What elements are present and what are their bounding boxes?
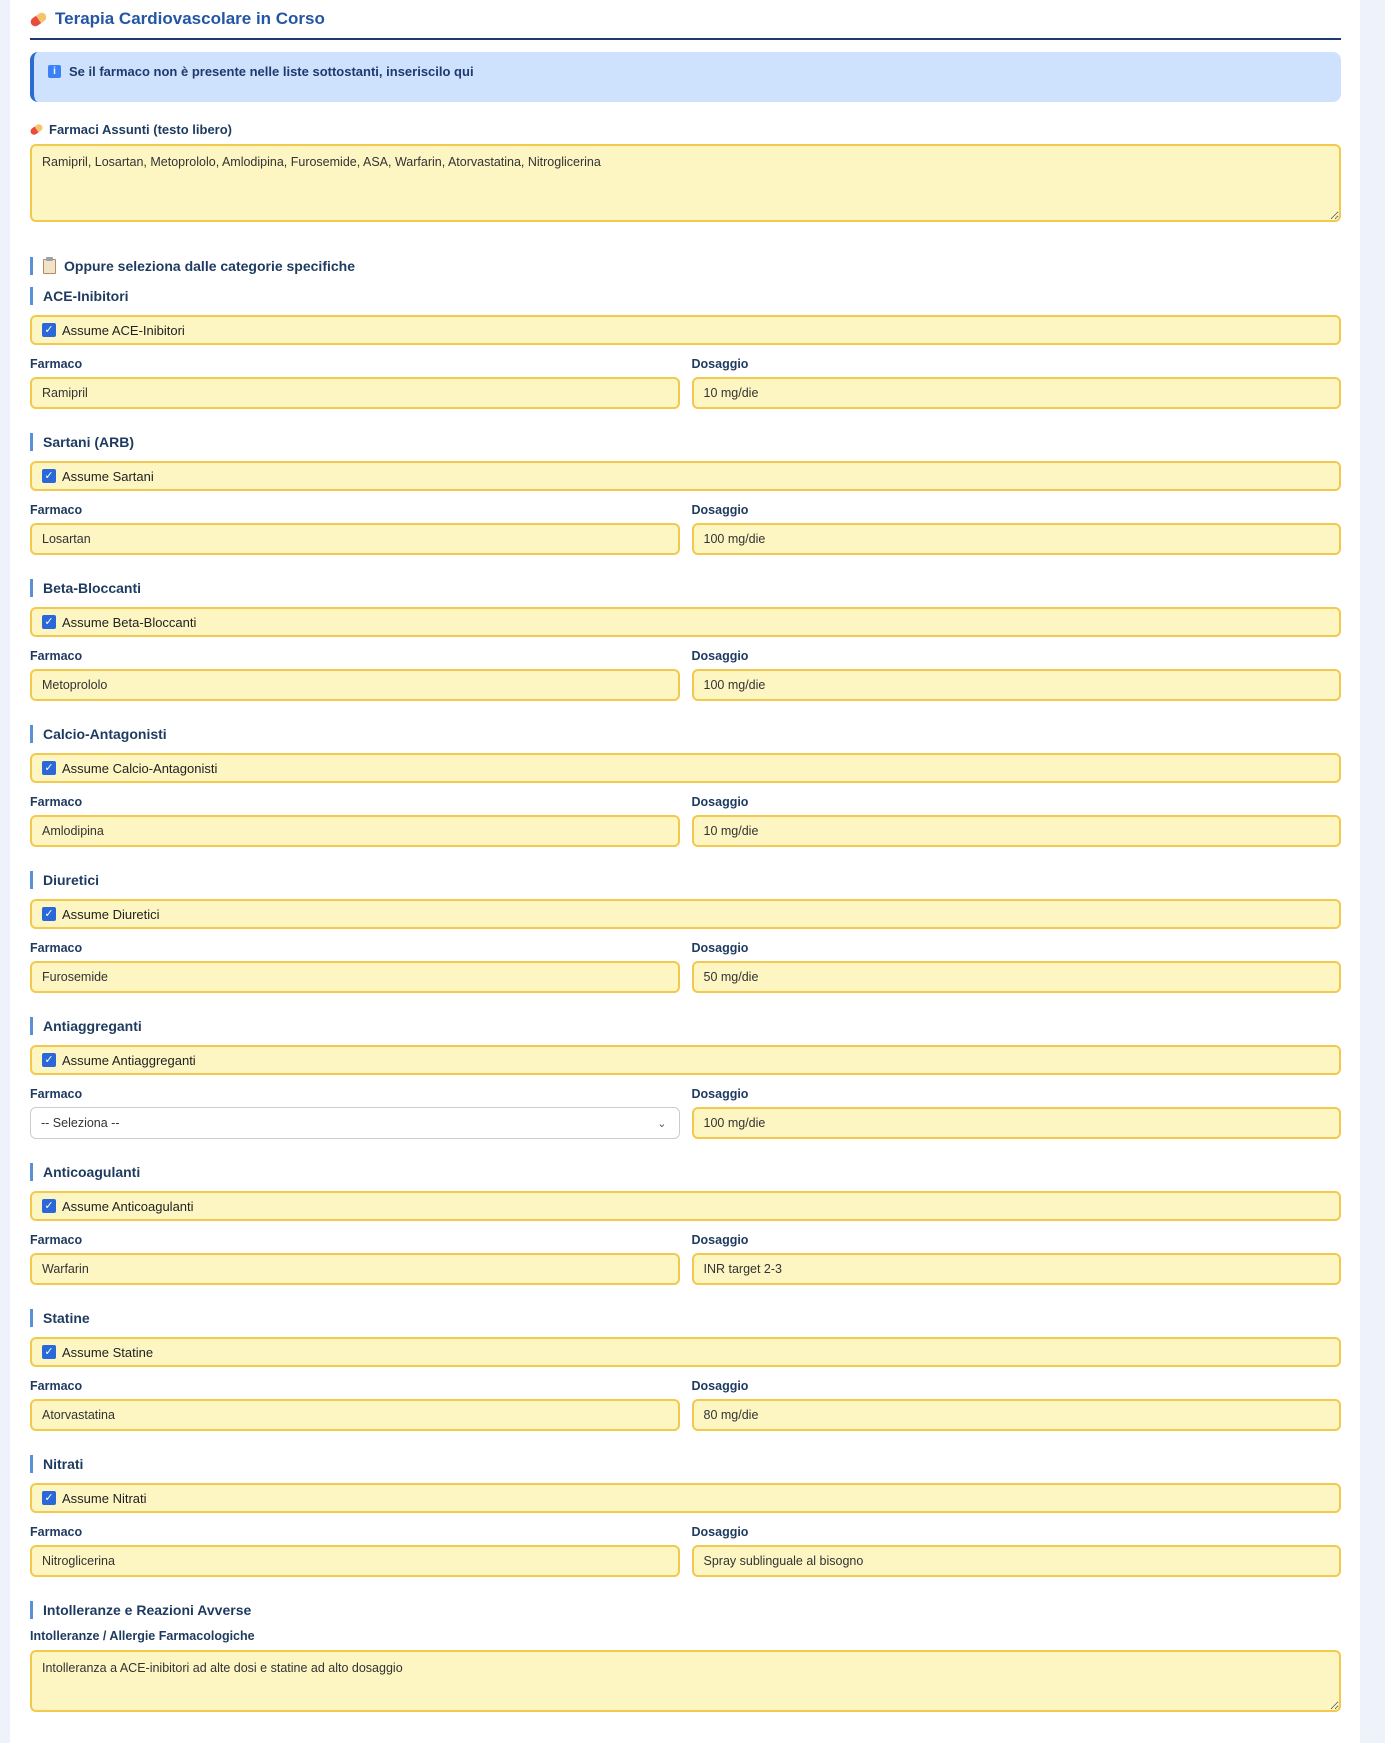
group-intolleranze xyxy=(30,1601,1341,1717)
farmaco-label: Farmaco xyxy=(30,649,83,663)
farmaco-select[interactable] xyxy=(30,1107,680,1139)
group-title: Anticoagulanti xyxy=(30,1163,1341,1181)
dosaggio-label: Dosaggio xyxy=(691,1087,749,1101)
section-header xyxy=(30,0,1341,40)
form-panel xyxy=(10,0,1360,1743)
farmaco-input[interactable]: Atorvastatina xyxy=(30,1399,680,1431)
dosaggio-input[interactable]: 100 mg/die xyxy=(692,1107,1342,1139)
page-title: Terapia Cardiovascolare in Corso xyxy=(55,9,325,28)
intolerances-textarea[interactable] xyxy=(30,1650,1341,1712)
free-text-label-row xyxy=(30,122,1341,137)
group-title: Nitrati xyxy=(30,1455,1341,1473)
group-title: Calcio-Antagonisti xyxy=(30,725,1341,743)
checkmark-icon[interactable]: ✓ xyxy=(42,1491,56,1505)
farmaco-label: Farmaco xyxy=(30,503,83,517)
dosaggio-label: Dosaggio xyxy=(691,357,749,371)
free-text-textarea[interactable] xyxy=(30,144,1341,222)
checkbox-row[interactable] xyxy=(30,461,1341,491)
group-nitrati xyxy=(30,1455,1341,1577)
checkbox-row[interactable] xyxy=(30,315,1341,345)
checkbox-label: Assume Sartani xyxy=(62,468,154,484)
dosaggio-label: Dosaggio xyxy=(691,795,749,809)
group-title: Antiaggreganti xyxy=(30,1017,1341,1035)
dosaggio-input[interactable]: 100 mg/die xyxy=(692,523,1342,555)
form-content xyxy=(30,0,1341,1717)
group-statine xyxy=(30,1309,1341,1431)
pill-icon xyxy=(29,123,44,136)
group-anticoagulanti xyxy=(30,1163,1341,1285)
checkbox-label: Assume Beta-Bloccanti xyxy=(62,614,197,630)
dosaggio-input[interactable]: Spray sublinguale al bisogno xyxy=(692,1545,1342,1577)
dosaggio-label: Dosaggio xyxy=(691,1379,749,1393)
checkbox-label: Assume Statine xyxy=(62,1344,154,1360)
dosaggio-label: Dosaggio xyxy=(691,941,749,955)
checkbox-row[interactable] xyxy=(30,1483,1341,1513)
checkmark-icon[interactable]: ✓ xyxy=(42,907,56,921)
farmaco-input[interactable]: Ramipril xyxy=(30,377,680,409)
categories-header-text: Oppure seleziona dalle categorie specifiche xyxy=(64,258,355,274)
checkbox-label: Assume Calcio-Antagonisti xyxy=(62,760,218,776)
checkbox-row[interactable] xyxy=(30,1045,1341,1075)
group-title: Statine xyxy=(30,1309,1341,1327)
farmaco-label: Farmaco xyxy=(30,795,83,809)
dosaggio-label: Dosaggio xyxy=(691,649,749,663)
checkmark-icon[interactable]: ✓ xyxy=(42,1345,56,1359)
farmaco-input[interactable]: Nitroglicerina xyxy=(30,1545,680,1577)
dosaggio-input[interactable]: INR target 2-3 xyxy=(692,1253,1342,1285)
farmaco-label: Farmaco xyxy=(30,357,83,371)
checkmark-icon[interactable]: ✓ xyxy=(42,323,56,337)
select-value: -- Seleziona -- xyxy=(41,1116,120,1130)
pill-icon xyxy=(29,10,48,27)
farmaco-label: Farmaco xyxy=(30,1087,83,1101)
categories-header xyxy=(30,257,1341,275)
intolerances-label: Intolleranze / Allergie Farmacologiche xyxy=(30,1629,255,1643)
dosaggio-input[interactable]: 10 mg/die xyxy=(692,377,1342,409)
checkmark-icon[interactable]: ✓ xyxy=(42,761,56,775)
chevron-down-icon: ⌄ xyxy=(657,1117,667,1130)
dosaggio-input[interactable]: 80 mg/die xyxy=(692,1399,1342,1431)
group-title: ACE-Inibitori xyxy=(30,287,1341,305)
farmaco-label: Farmaco xyxy=(30,1525,83,1539)
dosaggio-label: Dosaggio xyxy=(691,503,749,517)
group-ace-inibitori xyxy=(30,287,1341,409)
dosaggio-input[interactable]: 10 mg/die xyxy=(692,815,1342,847)
checkbox-row[interactable] xyxy=(30,1337,1341,1367)
checkbox-label: Assume Antiaggreganti xyxy=(62,1052,196,1068)
farmaco-label: Farmaco xyxy=(30,1379,83,1393)
checkmark-icon[interactable]: ✓ xyxy=(42,1199,56,1213)
info-icon: i xyxy=(48,65,61,78)
checkmark-icon[interactable]: ✓ xyxy=(42,469,56,483)
farmaco-input[interactable]: Furosemide xyxy=(30,961,680,993)
dosaggio-input[interactable]: 100 mg/die xyxy=(692,669,1342,701)
group-beta-bloccanti xyxy=(30,579,1341,701)
free-text-label: Farmaci Assunti (testo libero) xyxy=(49,122,232,137)
dosaggio-label: Dosaggio xyxy=(691,1233,749,1247)
farmaco-input[interactable]: Metoprololo xyxy=(30,669,680,701)
checkbox-row[interactable] xyxy=(30,899,1341,929)
clipboard-icon xyxy=(43,259,56,274)
group-antiaggreganti xyxy=(30,1017,1341,1139)
checkmark-icon[interactable]: ✓ xyxy=(42,615,56,629)
checkbox-label: Assume Diuretici xyxy=(62,906,160,922)
info-banner xyxy=(30,52,1341,102)
group-calcio-antagonisti xyxy=(30,725,1341,847)
checkbox-label: Assume ACE-Inibitori xyxy=(62,322,185,338)
farmaco-input[interactable]: Amlodipina xyxy=(30,815,680,847)
farmaco-input[interactable]: Warfarin xyxy=(30,1253,680,1285)
group-title: Diuretici xyxy=(30,871,1341,889)
checkbox-label: Assume Nitrati xyxy=(62,1490,147,1506)
group-sartani xyxy=(30,433,1341,555)
info-text: Se il farmaco non è presente nelle liste sottostanti, inseriscilo qui xyxy=(69,64,474,79)
checkbox-label: Assume Anticoagulanti xyxy=(62,1198,194,1214)
checkbox-row[interactable] xyxy=(30,1191,1341,1221)
group-title: Intolleranze e Reazioni Avverse xyxy=(30,1601,1341,1619)
farmaco-input[interactable]: Losartan xyxy=(30,523,680,555)
farmaco-label: Farmaco xyxy=(30,1233,83,1247)
checkbox-row[interactable] xyxy=(30,753,1341,783)
group-diuretici xyxy=(30,871,1341,993)
checkmark-icon[interactable]: ✓ xyxy=(42,1053,56,1067)
checkbox-row[interactable] xyxy=(30,607,1341,637)
farmaco-label: Farmaco xyxy=(30,941,83,955)
group-title: Beta-Bloccanti xyxy=(30,579,1341,597)
dosaggio-input[interactable]: 50 mg/die xyxy=(692,961,1342,993)
dosaggio-label: Dosaggio xyxy=(691,1525,749,1539)
group-title: Sartani (ARB) xyxy=(30,433,1341,451)
